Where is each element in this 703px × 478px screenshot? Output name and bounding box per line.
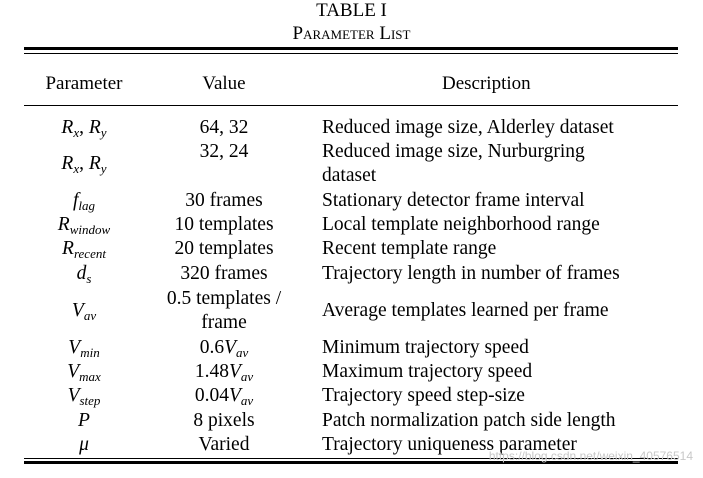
value-cell bbox=[150, 360, 298, 385]
param-symbol: V bbox=[68, 337, 81, 358]
param-cell bbox=[34, 299, 134, 324]
header-parameter: Parameter bbox=[45, 73, 123, 94]
top-rule-thick bbox=[24, 47, 678, 50]
param-cell bbox=[34, 360, 134, 385]
description-cell: Minimum trajectory speed bbox=[322, 337, 529, 358]
param-symbol: V bbox=[67, 385, 80, 406]
value-cell: Varied bbox=[198, 434, 250, 455]
param-cell bbox=[34, 116, 134, 141]
param-symbol: d bbox=[76, 263, 87, 284]
param-symbol: V bbox=[224, 337, 236, 358]
description-cell-line2: dataset bbox=[322, 165, 377, 186]
param-subscript: lag bbox=[78, 198, 96, 213]
param-symbol: R bbox=[57, 214, 70, 235]
param-cell bbox=[34, 152, 134, 177]
param-symbol: V bbox=[228, 385, 241, 406]
description-cell: Trajectory uniqueness parameter bbox=[322, 434, 577, 455]
param-symbol: f bbox=[72, 190, 79, 211]
param-cell bbox=[34, 409, 134, 433]
description-cell: Recent template range bbox=[322, 238, 497, 259]
param-separator: , bbox=[79, 117, 89, 138]
value-number: 0.04 bbox=[194, 385, 229, 406]
param-cell bbox=[34, 189, 134, 214]
param-cell bbox=[34, 213, 134, 238]
param-separator: , bbox=[79, 153, 89, 174]
param-cell bbox=[34, 336, 134, 361]
description-cell: Local template neighborhood range bbox=[322, 214, 600, 235]
description-cell: Trajectory speed step-size bbox=[322, 385, 525, 406]
top-rule-thin bbox=[24, 53, 678, 54]
description-cell: Maximum trajectory speed bbox=[322, 361, 533, 382]
param-subscript: s bbox=[86, 271, 92, 286]
param-subscript: max bbox=[79, 369, 101, 384]
param-symbol: V bbox=[67, 361, 80, 382]
param-subscript: y bbox=[100, 125, 107, 140]
param-cell bbox=[34, 237, 134, 262]
value-cell: 0.5 templates / bbox=[166, 288, 282, 309]
value-cell bbox=[150, 384, 298, 409]
header-rule bbox=[24, 105, 678, 106]
value-number: 0.6 bbox=[199, 337, 225, 358]
param-cell bbox=[34, 262, 134, 287]
param-subscript: av bbox=[83, 308, 97, 323]
param-subscript: window bbox=[69, 222, 111, 237]
value-cell: 64, 32 bbox=[199, 117, 249, 138]
watermark: https://blog.csdn.net/weixin_40576514 bbox=[488, 449, 693, 463]
value-cell: 20 templates bbox=[174, 238, 274, 259]
value-cell bbox=[150, 336, 298, 361]
param-subscript: recent bbox=[73, 246, 106, 261]
value-cell-line2: frame bbox=[201, 312, 247, 333]
param-symbol: R bbox=[61, 117, 74, 138]
param-subscript: step bbox=[79, 393, 101, 408]
param-symbol: R bbox=[88, 153, 101, 174]
param-symbol: R bbox=[61, 153, 74, 174]
param-subscript: min bbox=[80, 345, 100, 360]
header-description: Description bbox=[442, 73, 531, 94]
param-symbol: V bbox=[228, 361, 241, 382]
description-cell: Reduced image size, Nurburgring bbox=[322, 141, 585, 162]
param-subscript: y bbox=[100, 161, 107, 176]
param-subscript: av bbox=[240, 369, 254, 384]
description-cell: Average templates learned per frame bbox=[322, 300, 609, 321]
header-value: Value bbox=[202, 73, 246, 94]
param-symbol: P bbox=[78, 410, 90, 431]
param-subscript: av bbox=[236, 345, 249, 360]
description-cell: Patch normalization patch side length bbox=[322, 410, 616, 431]
description-cell: Stationary detector frame interval bbox=[322, 190, 585, 211]
param-subscript: x bbox=[73, 125, 80, 140]
value-cell: 320 frames bbox=[180, 263, 268, 284]
value-cell: 32, 24 bbox=[199, 141, 249, 162]
description-cell: Trajectory length in number of frames bbox=[322, 263, 620, 284]
param-symbol: V bbox=[71, 300, 84, 321]
description-cell: Reduced image size, Alderley dataset bbox=[322, 117, 614, 138]
param-subscript: x bbox=[73, 161, 80, 176]
value-number: 1.48 bbox=[194, 361, 229, 382]
param-cell bbox=[34, 433, 134, 457]
value-cell: 8 pixels bbox=[193, 410, 255, 431]
param-symbol: μ bbox=[79, 434, 89, 455]
table-caption-number: TABLE I bbox=[316, 0, 387, 21]
param-symbol: R bbox=[62, 238, 74, 259]
value-cell: 10 templates bbox=[174, 214, 274, 235]
value-cell: 30 frames bbox=[185, 190, 263, 211]
param-cell bbox=[34, 384, 134, 409]
param-subscript: av bbox=[240, 393, 254, 408]
table-caption-title: Parameter List bbox=[292, 23, 411, 44]
param-symbol: R bbox=[88, 117, 101, 138]
